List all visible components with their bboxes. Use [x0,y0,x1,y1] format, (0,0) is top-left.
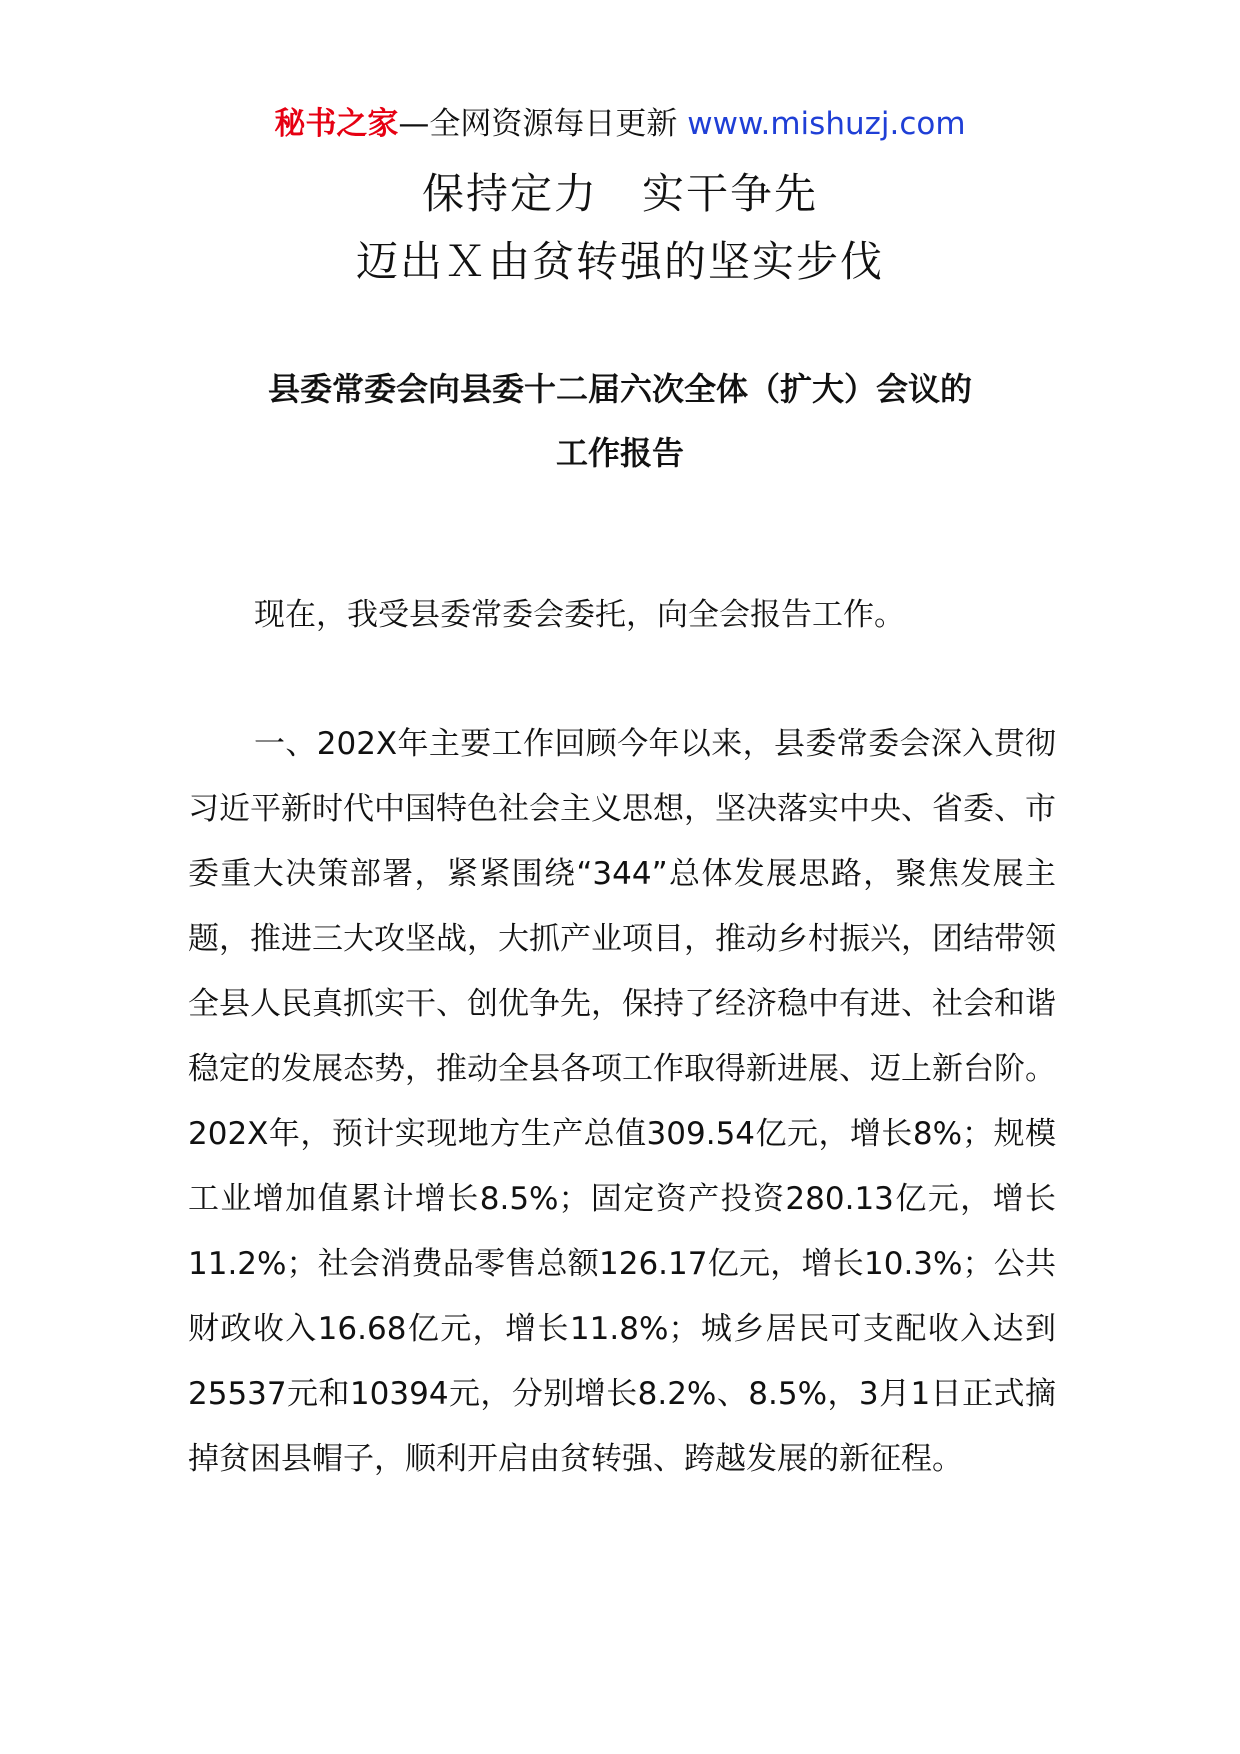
site-brand: 秘书之家 [274,106,399,142]
body-paragraph-review: 一、202X年主要工作回顾今年以来，县委常委会深入贯彻习近平新时代中国特色社会主义思想，坚决落实中央、省委、市委重大决策部署，紧紧围绕“344”总体发展思路，聚焦发展主题，推进三大攻坚战，大抓产业项目，推动乡村振兴，团结带领全县人民真抓实干、创优争先，保持了经济稳中有进、社会和谐稳定的发展态势，推动全县各项工作取得新进展、迈上新台阶。202X年，预计实现地方生产总值309.54亿元，增长8%；规模工业增加值累计增长8.5%；固定资产投资280.13亿元，增长11.2%；社会消费品零售总额126.17亿元，增长10.3%；公共财政收入16.68亿元，增长11.8%；城乡居民可支配收入达到25537元和10394元，分别增长8.2%、8.5%，3月1日正式摘掉贫困县帽子，顺利开启由贫转强、跨越发展的新征程。 [188,726,1056,1477]
site-header [0,100,1240,148]
body-paragraph-intro: 现在，我受县委常委会委托，向全会报告工作。 [254,597,905,633]
report-subtitle-line-1: 县委常委会向县委十二届六次全体（扩大）会议的 [267,370,972,408]
site-url-link[interactable]: www.mishuzj.com [687,106,966,142]
document-title-line-2: 迈出Ｘ由贫转强的坚实步伐 [355,237,884,286]
document-title-line-1: 保持定力 实干争先 [421,169,818,218]
site-slogan: —全网资源每日更新 [398,106,678,142]
report-subtitle-line-2: 工作报告 [555,434,684,472]
